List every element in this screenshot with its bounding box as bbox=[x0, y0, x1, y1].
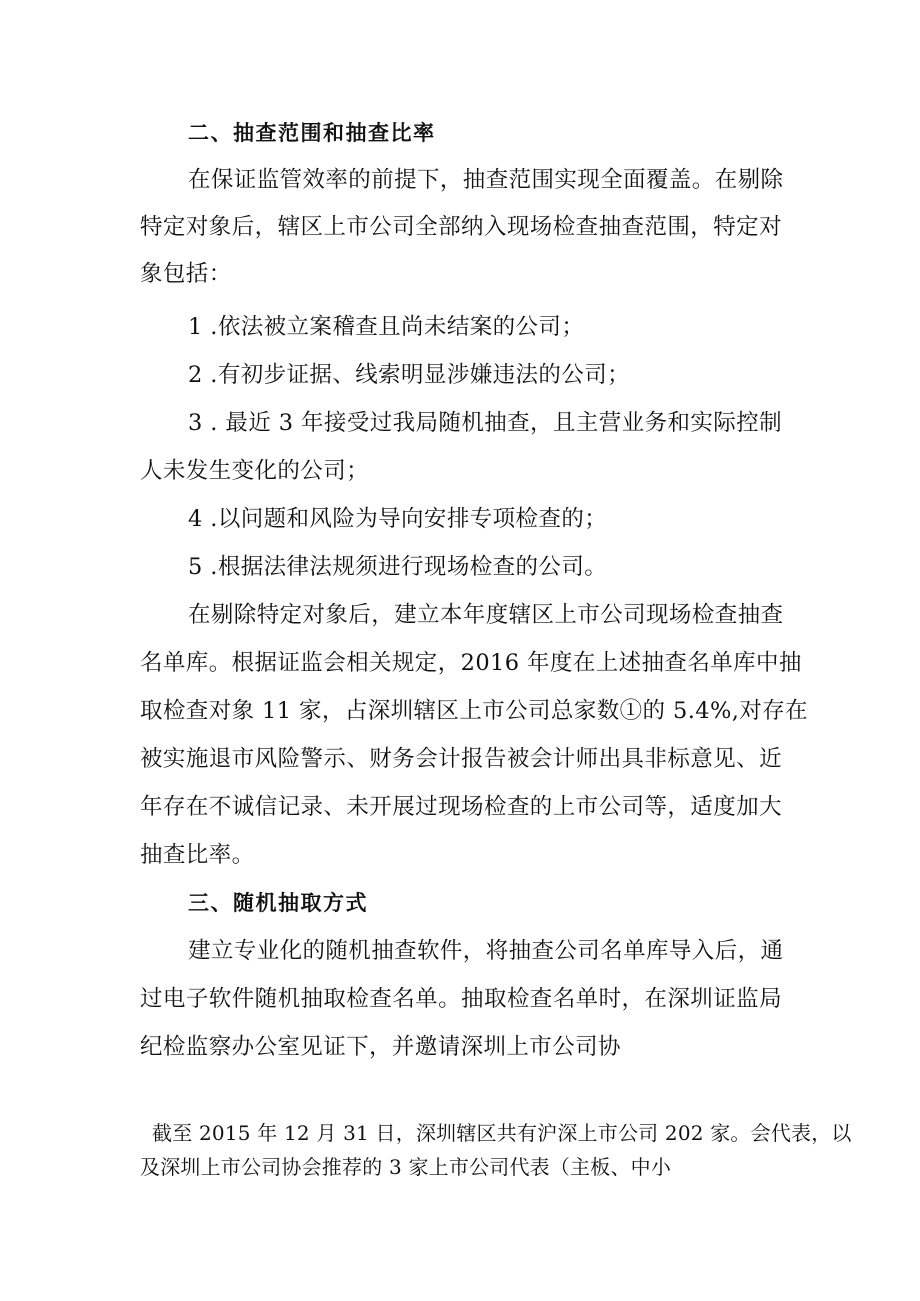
paragraph-line: 年存在不诚信记录、未开展过现场检查的上市公司等，适度加大 bbox=[140, 794, 782, 820]
paragraph-line: 被实施退市风险警示、财务会计报告被会计师出具非标意见、近 bbox=[140, 746, 782, 772]
list-item: 2 .有初步证据、线索明显涉嫌违法的公司； bbox=[188, 362, 631, 388]
list-item: 4 .以问题和风险为导向安排专项检查的； bbox=[188, 506, 608, 532]
list-item: 3 . 最近 3 年接受过我局随机抽查，且主营业务和实际控制 bbox=[188, 410, 782, 436]
paragraph-line: 建立专业化的随机抽查软件，将抽查公司名单库导入后，通 bbox=[188, 938, 784, 964]
section-heading-scope: 二、抽查范围和抽查比率 bbox=[188, 121, 436, 145]
list-item-continuation: 人未发生变化的公司； bbox=[140, 458, 370, 484]
paragraph-line: 特定对象后，辖区上市公司全部纳入现场检查抽查范围，特定对 bbox=[140, 214, 782, 240]
paragraph-line: 取检查对象 11 家，占深圳辖区上市公司总家数①的 5.4%,对存在 bbox=[140, 698, 809, 724]
paragraph-line: 纪检监察办公室见证下，并邀请深圳上市公司协 bbox=[140, 1034, 621, 1060]
paragraph-line: 在保证监管效率的前提下，抽查范围实现全面覆盖。在剔除 bbox=[188, 167, 784, 193]
list-item: 5 .根据法律法规须进行现场检查的公司。 bbox=[188, 554, 608, 580]
paragraph-line: 象包括： bbox=[140, 261, 232, 287]
section-heading-method: 三、随机抽取方式 bbox=[188, 891, 368, 915]
paragraph-line: 在剔除特定对象后，建立本年度辖区上市公司现场检查抽查 bbox=[188, 602, 784, 628]
footnote-line: 及深圳上市公司协会推荐的 3 家上市公司代表（主板、中小 bbox=[140, 1155, 672, 1179]
paragraph-line: 过电子软件随机抽取检查名单。抽取检查名单时，在深圳证监局 bbox=[140, 986, 782, 1012]
footnote-line: 截至 2015 年 12 月 31 日，深圳辖区共有沪深上市公司 202 家。会代表，以 bbox=[152, 1121, 852, 1145]
paragraph-line: 名单库。根据证监会相关规定，2016 年度在上述抽查名单库中抽 bbox=[140, 650, 802, 676]
paragraph-line: 抽查比率。 bbox=[140, 842, 255, 868]
list-item: 1 .依法被立案稽查且尚未结案的公司； bbox=[188, 314, 585, 340]
